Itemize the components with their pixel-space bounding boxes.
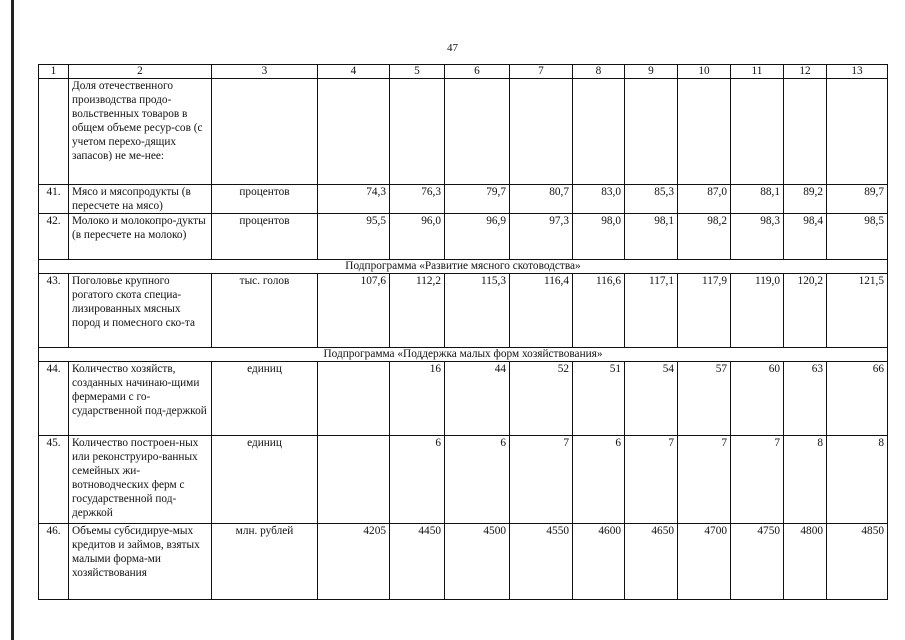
subprogram-row [39,260,888,274]
value-cell: 98,1 [625,214,678,260]
value-cell: 7 [510,436,573,524]
column-header: 8 [573,65,625,79]
value-cell: 88,1 [731,185,784,214]
value-cell: 85,3 [625,185,678,214]
indicator-name: Мясо и мясопродукты (в пересчете на мясо) [69,185,212,214]
value-cell: 80,7 [510,185,573,214]
value-cell: 4600 [573,524,625,600]
value-cell: 74,3 [318,185,390,214]
value-cell: 98,2 [678,214,731,260]
value-cell: 4650 [625,524,678,600]
value-cell: 60 [731,362,784,436]
indicators-table [38,64,888,600]
value-cell: 57 [678,362,731,436]
table-row [39,185,888,214]
subprogram-row [39,348,888,362]
column-header: 5 [390,65,445,79]
empty-cell [678,79,731,185]
row-number: 43. [39,274,69,348]
value-cell: 4450 [390,524,445,600]
table-row [39,214,888,260]
indicator-name: Молоко и молокопро-дукты (в пересчете на молоко) [69,214,212,260]
unit-cell: млн. рублей [212,524,318,600]
row-number: 41. [39,185,69,214]
value-cell: 96,0 [390,214,445,260]
table-row [39,436,888,524]
column-header: 6 [445,65,510,79]
value-cell: 8 [827,436,888,524]
value-cell: 89,2 [784,185,827,214]
value-cell: 119,0 [731,274,784,348]
column-header: 9 [625,65,678,79]
row-number: 44. [39,362,69,436]
column-header: 7 [510,65,573,79]
value-cell: 116,4 [510,274,573,348]
empty-cell [784,79,827,185]
value-cell: 7 [625,436,678,524]
table-row [39,524,888,600]
value-cell: 117,1 [625,274,678,348]
value-cell: 7 [731,436,784,524]
value-cell: 87,0 [678,185,731,214]
indicator-name: Количество построен-ных или реконструиро-ванных семейных жи-вотноводческих ферм с государственной под-держкой [69,436,212,524]
unit-cell: процентов [212,185,318,214]
column-number-row [39,65,888,79]
indicator-name: Количество хозяйств, созданных начинаю-щими фермерами с го-сударственной под-держкой [69,362,212,436]
value-cell [318,436,390,524]
column-header: 10 [678,65,731,79]
value-cell: 107,6 [318,274,390,348]
value-cell [318,362,390,436]
subprogram-title-small-farms: Подпрограмма «Поддержка малых форм хозяйствования» [39,348,888,362]
subprogram-title-meat: Подпрограмма «Развитие мясного скотоводства» [39,260,888,274]
indicator-group-title: Доля отечественного производства продо-вольственных товаров в общем объеме ресур-сов (с учетом перехо-дящих запасов) не ме-нее: [69,79,212,185]
value-cell: 52 [510,362,573,436]
value-cell: 6 [390,436,445,524]
empty-cell [318,79,390,185]
unit-cell: единиц [212,362,318,436]
empty-cell [731,79,784,185]
value-cell: 112,2 [390,274,445,348]
value-cell: 98,4 [784,214,827,260]
value-cell: 97,3 [510,214,573,260]
value-cell: 63 [784,362,827,436]
column-header: 1 [39,65,69,79]
value-cell: 117,9 [678,274,731,348]
table-row [39,362,888,436]
value-cell: 83,0 [573,185,625,214]
column-header: 11 [731,65,784,79]
value-cell: 4500 [445,524,510,600]
value-cell: 116,6 [573,274,625,348]
value-cell: 4550 [510,524,573,600]
value-cell: 95,5 [318,214,390,260]
value-cell: 96,9 [445,214,510,260]
value-cell: 44 [445,362,510,436]
value-cell: 120,2 [784,274,827,348]
value-cell: 4750 [731,524,784,600]
value-cell: 8 [784,436,827,524]
page-number: 47 [447,42,458,54]
empty-cell [212,79,318,185]
value-cell: 98,3 [731,214,784,260]
value-cell: 79,7 [445,185,510,214]
empty-cell [445,79,510,185]
column-header: 2 [69,65,212,79]
empty-cell [510,79,573,185]
row-number [39,79,69,185]
value-cell: 98,0 [573,214,625,260]
value-cell: 4850 [827,524,888,600]
indicator-name: Поголовье крупного рогатого скота специа-лизированных мясных пород и помесного ско-та [69,274,212,348]
intro-row [39,79,888,185]
value-cell: 6 [573,436,625,524]
empty-cell [625,79,678,185]
value-cell: 89,7 [827,185,888,214]
column-header: 3 [212,65,318,79]
column-header: 4 [318,65,390,79]
value-cell: 4205 [318,524,390,600]
column-header: 12 [784,65,827,79]
empty-cell [827,79,888,185]
row-number: 46. [39,524,69,600]
unit-cell: тыс. голов [212,274,318,348]
value-cell: 66 [827,362,888,436]
value-cell: 76,3 [390,185,445,214]
value-cell: 51 [573,362,625,436]
value-cell: 7 [678,436,731,524]
value-cell: 6 [445,436,510,524]
unit-cell: единиц [212,436,318,524]
row-number: 42. [39,214,69,260]
row-number: 45. [39,436,69,524]
binding-edge-line [11,0,14,640]
table-row [39,274,888,348]
indicator-name: Объемы субсидируе-мых кредитов и займов, взятых малыми форма-ми хозяйствования [69,524,212,600]
empty-cell [390,79,445,185]
empty-cell [573,79,625,185]
value-cell: 4700 [678,524,731,600]
unit-cell: процентов [212,214,318,260]
value-cell: 98,5 [827,214,888,260]
value-cell: 4800 [784,524,827,600]
value-cell: 121,5 [827,274,888,348]
value-cell: 16 [390,362,445,436]
value-cell: 115,3 [445,274,510,348]
column-header: 13 [827,65,888,79]
value-cell: 54 [625,362,678,436]
